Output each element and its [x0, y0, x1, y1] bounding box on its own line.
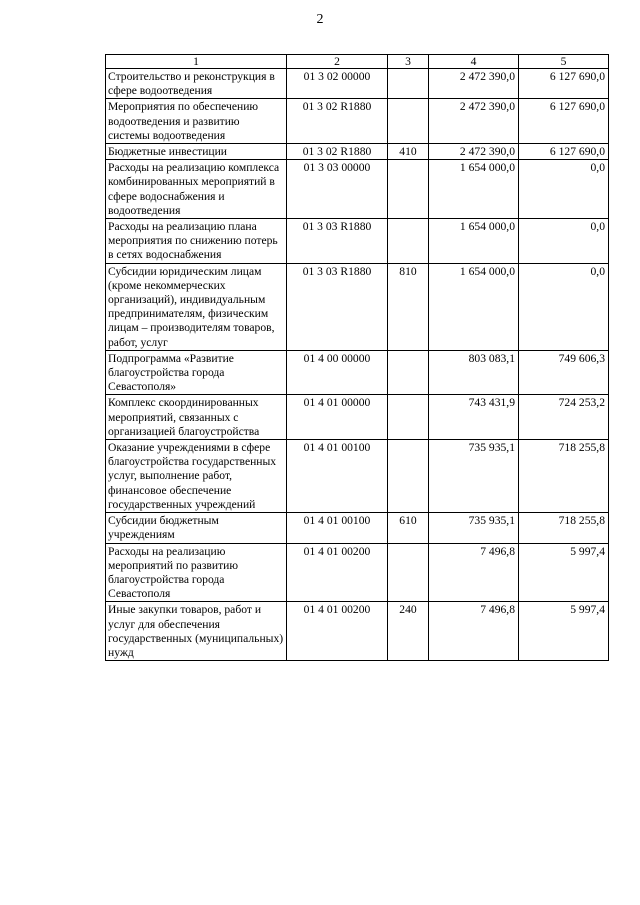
- row-code-cell: 01 3 03 R1880: [287, 263, 388, 350]
- header-col-2: 2: [287, 55, 388, 69]
- row-amount-year2-cell: 6 127 690,0: [519, 99, 609, 144]
- table-body: [106, 69, 609, 661]
- row-expense-type-cell: [388, 543, 429, 602]
- page-number: 2: [316, 12, 324, 27]
- row-name-cell: Подпрограмма «Развитие благоустройства города Севастополя»: [106, 350, 287, 395]
- row-name-cell: Строительство и реконструкция в сфере водоотведения: [106, 69, 287, 99]
- row-expense-type-cell: 240: [388, 602, 429, 661]
- row-expense-type-cell: 810: [388, 263, 429, 350]
- row-expense-type-cell: [388, 219, 429, 264]
- row-name-cell: Мероприятия по обеспечению водоотведения и развитию системы водоотведения: [106, 99, 287, 144]
- row-expense-type-cell: 610: [388, 513, 429, 543]
- row-name-cell: Расходы на реализацию комплекса комбинированных мероприятий в сфере водоснабжения и водоотведения: [106, 160, 287, 219]
- header-col-4: 4: [429, 55, 519, 69]
- row-name-cell: Субсидии юридическим лицам (кроме некоммерческих организаций), индивидуальным предпринимателям, физическим лицам – производителям товаров, работ, услуг: [106, 263, 287, 350]
- header-col-5: 5: [519, 55, 609, 69]
- table-row: [106, 144, 609, 160]
- row-name-cell: Субсидии бюджетным учреждениям: [106, 513, 287, 543]
- table-row: [106, 219, 609, 264]
- row-code-cell: 01 4 01 00100: [287, 440, 388, 513]
- table-row: [106, 513, 609, 543]
- row-amount-year1-cell: 803 083,1: [429, 350, 519, 395]
- row-amount-year2-cell: 0,0: [519, 263, 609, 350]
- row-amount-year2-cell: 724 253,2: [519, 395, 609, 440]
- table-row: [106, 440, 609, 513]
- row-amount-year2-cell: 718 255,8: [519, 513, 609, 543]
- row-expense-type-cell: [388, 350, 429, 395]
- row-amount-year2-cell: 6 127 690,0: [519, 144, 609, 160]
- table-header-row: [106, 55, 609, 69]
- table-row: [106, 69, 609, 99]
- row-code-cell: 01 4 01 00200: [287, 543, 388, 602]
- row-amount-year2-cell: 0,0: [519, 160, 609, 219]
- row-code-cell: 01 3 02 R1880: [287, 99, 388, 144]
- row-amount-year2-cell: 718 255,8: [519, 440, 609, 513]
- row-amount-year2-cell: 5 997,4: [519, 543, 609, 602]
- row-amount-year1-cell: 2 472 390,0: [429, 144, 519, 160]
- table-row: [106, 543, 609, 602]
- row-amount-year1-cell: 743 431,9: [429, 395, 519, 440]
- row-expense-type-cell: [388, 160, 429, 219]
- row-code-cell: 01 3 02 00000: [287, 69, 388, 99]
- table-row: [106, 160, 609, 219]
- row-expense-type-cell: 410: [388, 144, 429, 160]
- row-name-cell: Расходы на реализацию мероприятий по развитию благоустройства города Севастополя: [106, 543, 287, 602]
- row-code-cell: 01 3 03 R1880: [287, 219, 388, 264]
- row-code-cell: 01 4 01 00200: [287, 602, 388, 661]
- row-name-cell: Оказание учреждениями в сфере благоустройства государственных услуг, выполнение работ, финансовое обеспечение государственных учреждений: [106, 440, 287, 513]
- header-col-3: 3: [388, 55, 429, 69]
- row-expense-type-cell: [388, 395, 429, 440]
- row-amount-year1-cell: 7 496,8: [429, 602, 519, 661]
- table-row: [106, 263, 609, 350]
- row-code-cell: 01 4 01 00000: [287, 395, 388, 440]
- table-row: [106, 99, 609, 144]
- row-name-cell: Комплекс скоординированных мероприятий, связанных с организацией благоустройства: [106, 395, 287, 440]
- row-amount-year2-cell: 0,0: [519, 219, 609, 264]
- row-expense-type-cell: [388, 69, 429, 99]
- row-code-cell: 01 3 03 00000: [287, 160, 388, 219]
- row-amount-year2-cell: 749 606,3: [519, 350, 609, 395]
- table-row: [106, 350, 609, 395]
- budget-table: [105, 54, 609, 661]
- row-amount-year1-cell: 7 496,8: [429, 543, 519, 602]
- row-amount-year1-cell: 735 935,1: [429, 513, 519, 543]
- row-amount-year1-cell: 1 654 000,0: [429, 160, 519, 219]
- row-name-cell: Иные закупки товаров, работ и услуг для обеспечения государственных (муниципальных) нужд: [106, 602, 287, 661]
- row-amount-year1-cell: 2 472 390,0: [429, 99, 519, 144]
- row-amount-year1-cell: 1 654 000,0: [429, 219, 519, 264]
- row-amount-year1-cell: 735 935,1: [429, 440, 519, 513]
- header-col-1: 1: [106, 55, 287, 69]
- row-code-cell: 01 4 01 00100: [287, 513, 388, 543]
- row-name-cell: Расходы на реализацию плана мероприятия по снижению потерь в сетях водоснабжения: [106, 219, 287, 264]
- row-expense-type-cell: [388, 440, 429, 513]
- row-code-cell: 01 4 00 00000: [287, 350, 388, 395]
- row-amount-year1-cell: 2 472 390,0: [429, 69, 519, 99]
- row-amount-year1-cell: 1 654 000,0: [429, 263, 519, 350]
- row-amount-year2-cell: 5 997,4: [519, 602, 609, 661]
- table-row: [106, 602, 609, 661]
- row-code-cell: 01 3 02 R1880: [287, 144, 388, 160]
- row-amount-year2-cell: 6 127 690,0: [519, 69, 609, 99]
- row-name-cell: Бюджетные инвестиции: [106, 144, 287, 160]
- row-expense-type-cell: [388, 99, 429, 144]
- table-row: [106, 395, 609, 440]
